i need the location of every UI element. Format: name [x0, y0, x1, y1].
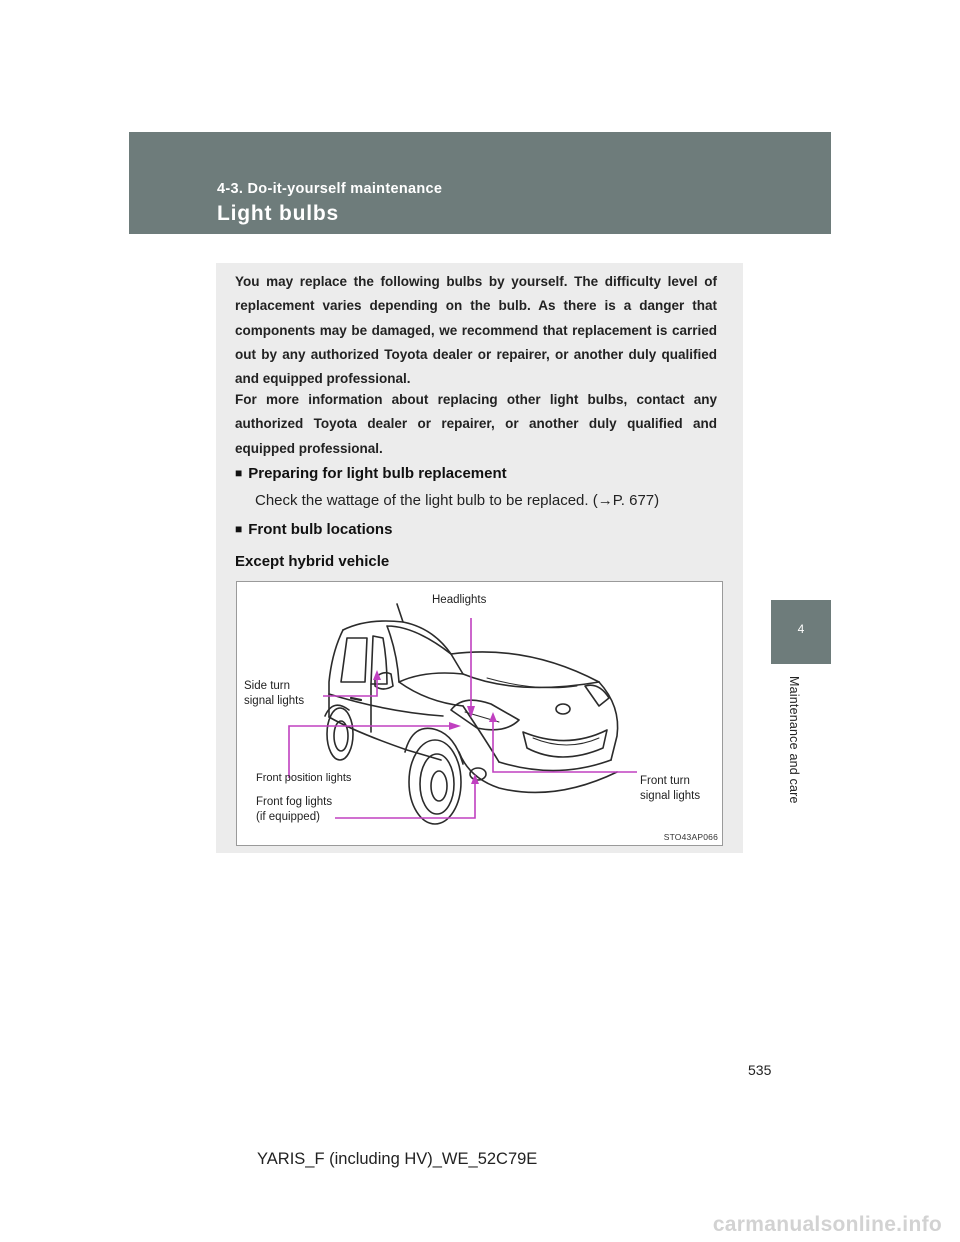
section-label: 4-3. Do-it-yourself maintenance: [217, 181, 443, 197]
watermark: carmanualsonline.info: [712, 1213, 942, 1236]
square-bullet-icon: ■: [235, 522, 243, 536]
label-front-fog-lights: Front fog lights (if equipped): [256, 796, 333, 823]
chapter-tab[interactable]: [771, 600, 831, 664]
intro-paragraph-1: You may replace the following bulbs by yourself. The difficulty level of replacement varies depending on the bulb. As there is a danger that components may be damaged, we recommend that replacement is carried out by any authorized Toyota dealer or repairer, or another duly qualified and equipped professional.: [235, 274, 717, 387]
subheading-except-hybrid: Except hybrid vehicle: [235, 553, 390, 570]
section-heading-preparing: ■ Preparing for light bulb replacement: [235, 465, 507, 482]
chapter-header: [129, 132, 831, 234]
document-id: YARIS_F (including HV)_WE_52C79E: [257, 1150, 538, 1168]
label-side-turn-signal-lights: Side turn signal lights: [244, 680, 305, 707]
label-headlights: Headlights: [432, 594, 487, 606]
front-bulb-locations-figure: [236, 581, 723, 846]
page-title: Light bulbs: [217, 202, 339, 225]
section-body-preparing: Check the wattage of the light bulb to be replaced. (→P. 677): [255, 492, 660, 509]
figure-code: STO43AP066: [663, 832, 718, 842]
label-front-position-lights: Front position lights: [256, 772, 352, 784]
intro-paragraph-2: For more information about replacing other light bulbs, contact any authorized Toyota dealer or repairer, or another duly qualified and equipped professional.: [235, 392, 717, 456]
chapter-tab-number: 4: [797, 622, 805, 636]
label-front-turn-signal-lights: Front turn signal lights: [640, 775, 701, 802]
page-number: 535: [748, 1062, 772, 1078]
chapter-tab-caption: Maintenance and care: [787, 676, 801, 804]
section-heading-front-bulbs: ■ Front bulb locations: [235, 521, 393, 538]
square-bullet-icon: ■: [235, 466, 243, 480]
